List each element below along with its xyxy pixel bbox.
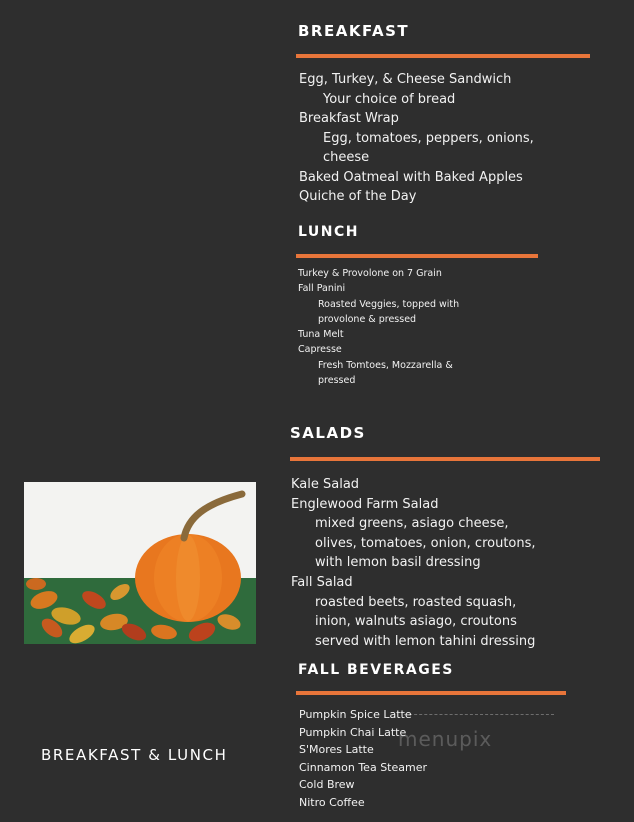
lunch-menu-item: provolone & pressed	[318, 313, 417, 325]
beverages-menu-item: Pumpkin Chai Latte	[299, 725, 407, 739]
breakfast-menu-item: Quiche of the Day	[299, 189, 417, 204]
salads-divider	[290, 457, 600, 461]
salads-menu-item: inion, walnuts asiago, croutons	[315, 614, 517, 630]
beverages-menu-item: Pumpkin Spice Latte	[299, 708, 412, 721]
pumpkin-illustration	[24, 482, 256, 644]
breakfast-heading: BREAKFAST	[298, 22, 410, 40]
lunch-menu-item: Roasted Veggies, topped with	[318, 298, 460, 310]
menu-title: BREAKFAST & LUNCH	[41, 746, 228, 764]
breakfast-menu-item: Breakfast Wrap	[299, 111, 399, 126]
lunch-heading: LUNCH	[298, 224, 359, 240]
breakfast-list	[299, 70, 534, 207]
lunch-divider	[296, 254, 538, 258]
beverages-menu-item: Cinnamon Tea Steamer	[299, 760, 427, 774]
pumpkin-photo	[24, 482, 256, 644]
watermark-logo: menupix	[398, 727, 493, 751]
salads-menu-item: Englewood Farm Salad	[291, 496, 439, 512]
beverages-list	[299, 706, 427, 811]
lunch-menu-item: Fresh Tomtoes, Mozzarella &	[318, 359, 453, 371]
salads-menu-item: mixed greens, asiago cheese,	[315, 516, 509, 532]
breakfast-menu-item: Egg, Turkey, & Cheese Sandwich	[299, 72, 512, 87]
beverages-menu-item: Cold Brew	[299, 778, 355, 791]
breakfast-divider	[296, 54, 590, 58]
salads-menu-item: Kale Salad	[291, 477, 360, 492]
salads-list	[291, 475, 536, 651]
breakfast-menu-item: Egg, tomatoes, peppers, onions,	[323, 130, 534, 146]
breakfast-menu-item: cheese	[323, 150, 370, 165]
breakfast-menu-item: Baked Oatmeal with Baked Apples	[299, 169, 523, 185]
beverages-menu-item: S'Mores Latte	[299, 743, 374, 756]
salads-menu-item: olives, tomatoes, onion, croutons,	[315, 535, 536, 551]
salads-menu-item: Fall Salad	[291, 574, 353, 590]
salads-menu-item: roasted beets, roasted squash,	[315, 594, 517, 610]
lunch-menu-item: Fall Panini	[298, 283, 346, 295]
lunch-menu-item: Tuna Melt	[298, 329, 344, 341]
lunch-menu-item: pressed	[318, 375, 356, 387]
lunch-menu-item: Turkey & Provolone on 7 Grain	[298, 268, 442, 279]
salads-menu-item: with lemon basil dressing	[315, 555, 481, 571]
salads-heading: SALADS	[290, 424, 366, 442]
breakfast-menu-item: Your choice of bread	[323, 91, 456, 107]
lunch-menu-item: Capresse	[298, 344, 342, 356]
beverages-heading: FALL BEVERAGES	[298, 662, 454, 678]
beverages-divider	[296, 691, 566, 695]
beverages-menu-item: Nitro Coffee	[299, 795, 365, 809]
watermark-line	[404, 714, 554, 715]
salads-menu-item: served with lemon tahini dressing	[315, 633, 536, 649]
lunch-list	[298, 266, 459, 388]
